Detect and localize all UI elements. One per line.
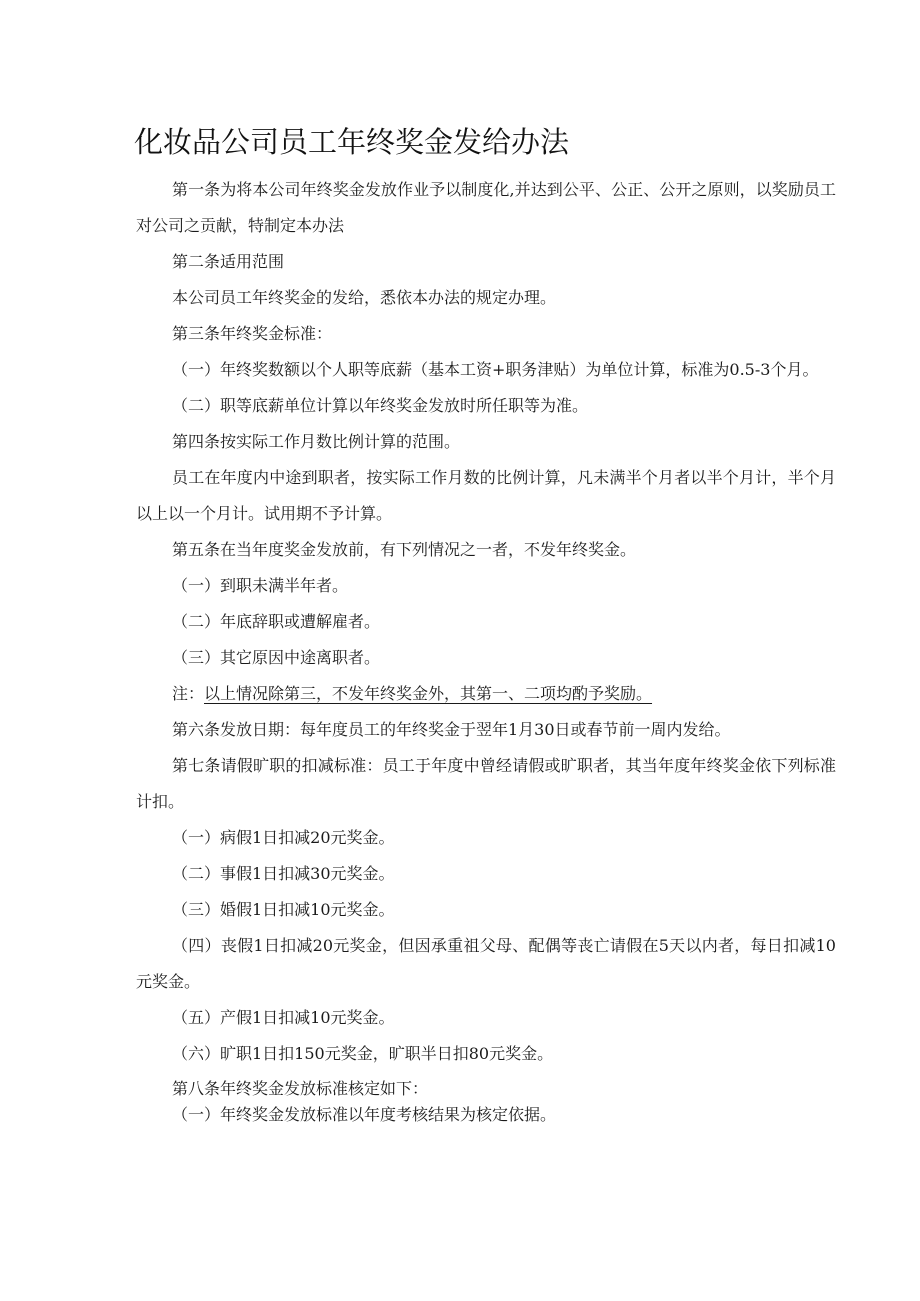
article-8-block [136, 1076, 836, 1128]
document-body [136, 172, 836, 1128]
paragraph-article-3-item-2: （二）职等底薪单位计算以年终奖金发放时所任职等为准。 [172, 396, 589, 415]
paragraph-article-5-item-3: （三）其它原因中途离职者。 [172, 648, 381, 667]
paragraph-article-8-item-1: （一）年终奖金发放标准以年度考核结果为核定依据。 [172, 1105, 557, 1124]
paragraph-article-8-heading: 第八条年终奖金发放标准核定如下： [172, 1079, 429, 1098]
paragraph-article-7-item-4: （四）丧假1日扣减20元奖金，但因承重祖父母、配偶等丧亡请假在5天以内者，每日扣减10元奖金。 [136, 936, 836, 991]
paragraph-article-3-item-1: （一）年终奖数额以个人职等底薪（基本工资+职务津贴）为单位计算，标准为0.5-3个月。 [172, 360, 819, 379]
paragraph-article-7-item-2: （二）事假1日扣减30元奖金。 [172, 864, 395, 883]
paragraph-note [136, 676, 836, 712]
note-underlined-text: 以上情况除第三，不发年终奖金外，其第一、二项均酌予奖励。 [204, 684, 653, 703]
paragraph-article-6: 第六条发放日期：每年度员工的年终奖金于翌年1月30日或春节前一周内发给。 [172, 720, 731, 739]
document-title: 化妆品公司员工年终奖金发给办法 [134, 125, 570, 159]
paragraph-article-7-item-5: （五）产假1日扣减10元奖金。 [172, 1008, 395, 1027]
paragraph-article-7-heading: 第七条请假旷职的扣减标准：员工于年度中曾经请假或旷职者，其当年度年终奖金依下列标准计扣。 [136, 756, 836, 811]
paragraph-article-5-item-2: （二）年底辞职或遭解雇者。 [172, 612, 381, 631]
paragraph-article-5-heading: 第五条在当年度奖金发放前，有下列情况之一者，不发年终奖金。 [172, 540, 637, 559]
paragraph-article-5-item-1: （一）到职未满半年者。 [172, 576, 349, 595]
paragraph-article-3-heading: 第三条年终奖金标准： [172, 324, 333, 343]
paragraph-article-7-item-3: （三）婚假1日扣减10元奖金。 [172, 900, 395, 919]
paragraph-article-4-heading: 第四条按实际工作月数比例计算的范围。 [172, 432, 461, 451]
paragraph-article-2-heading: 第二条适用范围 [172, 252, 285, 271]
paragraph-article-4-body: 员工在年度内中途到职者，按实际工作月数的比例计算，凡未满半个月者以半个月计，半个月以上以一个月计。试用期不予计算。 [136, 468, 836, 523]
paragraph-article-1: 第一条为将本公司年终奖金发放作业予以制度化,并达到公平、公正、公开之原则，以奖励员工对公司之贡献，特制定本办法 [136, 180, 836, 235]
paragraph-article-7-item-1: （一）病假1日扣减20元奖金。 [172, 828, 395, 847]
paragraph-article-7-item-6: （六）旷职1日扣150元奖金，旷职半日扣80元奖金。 [172, 1044, 554, 1063]
note-prefix: 注： [172, 684, 205, 703]
paragraph-article-2-body: 本公司员工年终奖金的发给，悉依本办法的规定办理。 [172, 288, 557, 307]
